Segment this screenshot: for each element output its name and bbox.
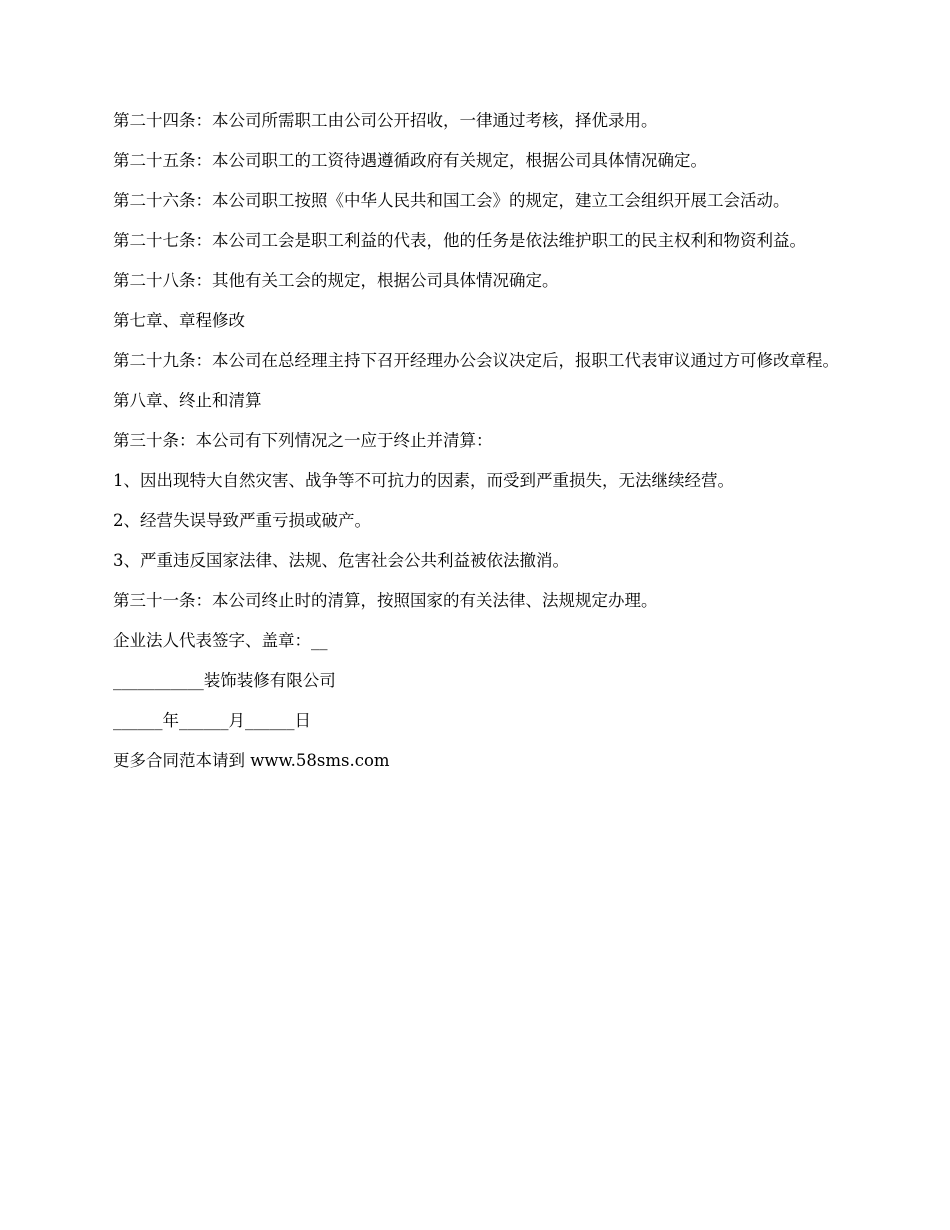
signature-line: 企业法人代表签字、盖章：__ bbox=[113, 631, 328, 650]
clause-2: 2、经营失误导致严重亏损或破产。 bbox=[113, 511, 371, 530]
date-line: ______年______月______日 bbox=[113, 711, 311, 730]
company-name-line: ___________装饰装修有限公司 bbox=[113, 671, 336, 690]
footer-note: 更多合同范本请到 www.58sms.com bbox=[113, 751, 390, 770]
article-28: 第二十八条：其他有关工会的规定，根据公司具体情况确定。 bbox=[113, 271, 559, 290]
article-30: 第三十条：本公司有下列情况之一应于终止并清算： bbox=[113, 431, 493, 450]
article-27: 第二十七条：本公司工会是职工利益的代表，他的任务是依法维护职工的民主权利和物资利益。 bbox=[113, 231, 806, 250]
article-24: 第二十四条：本公司所需职工由公司公开招收，一律通过考核，择优录用。 bbox=[113, 111, 658, 130]
article-29: 第二十九条：本公司在总经理主持下召开经理办公会议决定后，报职工代表审议通过方可修改章程。 bbox=[113, 351, 839, 370]
article-26: 第二十六条：本公司职工按照《中华人民共和国工会》的规定，建立工会组织开展工会活动。 bbox=[113, 191, 790, 210]
clause-1: 1、因出现特大自然灾害、战争等不可抗力的因素，而受到严重损失，无法继续经营。 bbox=[113, 471, 734, 490]
clause-3: 3、严重违反国家法律、法规、危害社会公共利益被依法撤消。 bbox=[113, 551, 569, 570]
article-31: 第三十一条：本公司终止时的清算，按照国家的有关法律、法规规定办理。 bbox=[113, 591, 658, 610]
chapter-7-heading: 第七章、章程修改 bbox=[113, 311, 245, 330]
document-body bbox=[113, 111, 843, 791]
article-25: 第二十五条：本公司职工的工资待遇遵循政府有关规定，根据公司具体情况确定。 bbox=[113, 151, 707, 170]
chapter-8-heading: 第八章、终止和清算 bbox=[113, 391, 262, 410]
